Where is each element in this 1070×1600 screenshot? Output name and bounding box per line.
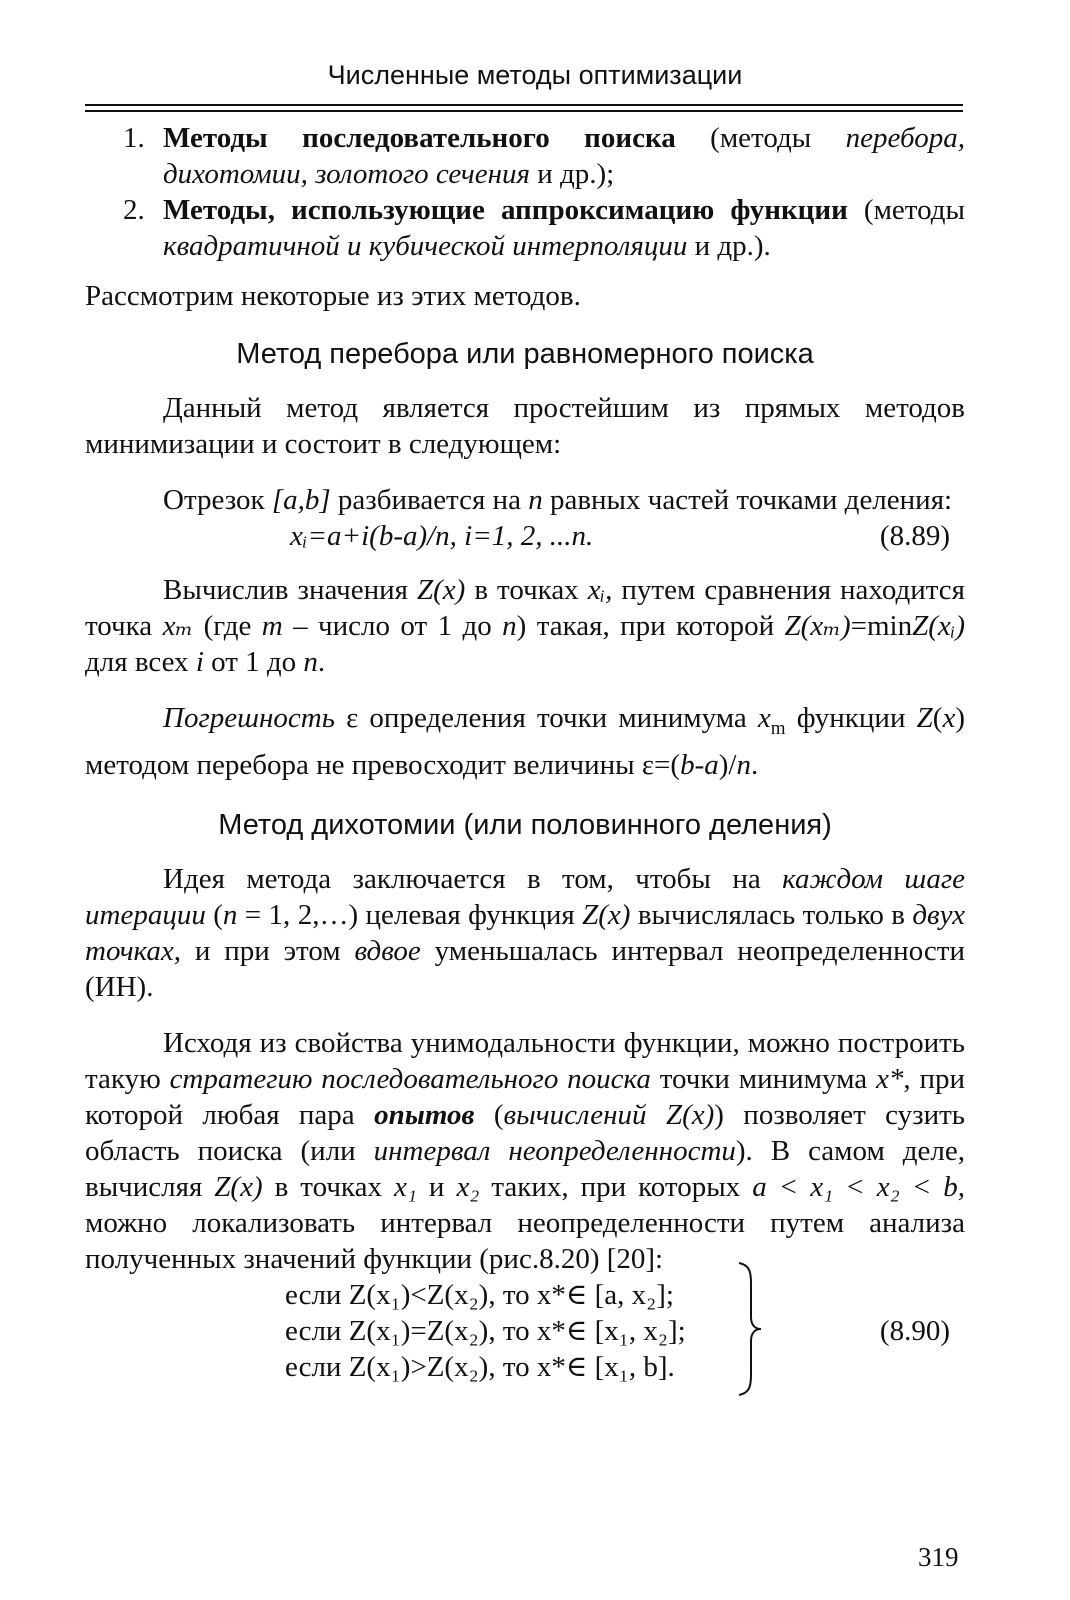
italic-run: Z(xₘ) bbox=[784, 610, 851, 642]
text-run: ). В самом деле, вычисляя bbox=[85, 1134, 966, 1203]
right-brace bbox=[735, 1259, 765, 1399]
text-run: – число от 1 до bbox=[282, 610, 503, 642]
intro-paragraph: Рассмотрим некоторые из этих методов. bbox=[85, 280, 581, 312]
equation-number: (8.90) bbox=[879, 1314, 950, 1347]
text-run: (методы bbox=[847, 194, 965, 226]
list-item-1 bbox=[85, 120, 965, 192]
italic-run: x bbox=[757, 702, 771, 734]
italic-run: b-a bbox=[680, 748, 719, 781]
italic-run: a < x₁ < x₂ < b, bbox=[752, 1170, 965, 1203]
text-run: . bbox=[317, 646, 326, 678]
list-item-2 bbox=[85, 192, 965, 264]
equation-number: (8.89) bbox=[879, 520, 950, 552]
section-heading-dichotomy: Метод дихотомии (или половинного деления) bbox=[218, 808, 832, 841]
text-run: можно локализовать интервал неопределенности путем анализа полученных значений функции (рис.8.20) [20]: bbox=[85, 1206, 965, 1275]
italic-run: x₂ bbox=[456, 1170, 480, 1203]
text-run: и bbox=[416, 1170, 457, 1203]
page-content bbox=[85, 120, 965, 1397]
text-run: ( bbox=[474, 1098, 504, 1131]
page-number: 319 bbox=[918, 1542, 959, 1572]
italic-run: каждом шаге итерации bbox=[85, 862, 965, 931]
formula-expression: xᵢ=a+i(b-a)/n, i=1, 2, ...n. bbox=[290, 520, 594, 552]
text-run: ( bbox=[205, 898, 223, 931]
text-run: вычислялась только в bbox=[630, 898, 913, 931]
text-run: и др.); bbox=[529, 158, 615, 190]
text-run: путем сравнения находится точка bbox=[85, 574, 965, 642]
text-run: функции bbox=[785, 702, 917, 734]
italic-run: вдвое bbox=[354, 934, 421, 967]
text-run: Идея метода заключается в том, чтобы на bbox=[163, 862, 783, 895]
italic-run: Z bbox=[916, 702, 933, 734]
italic-run: xᵢ, bbox=[587, 574, 613, 606]
italic-run: x bbox=[942, 702, 956, 734]
running-head: Численные методы оптимизации bbox=[327, 60, 743, 90]
text-run: в точках bbox=[465, 574, 588, 606]
italic-run: n bbox=[502, 610, 517, 642]
italic-run: квадратичной и кубической интерполяции bbox=[163, 230, 688, 262]
bold-italic-run: опытов bbox=[374, 1098, 475, 1131]
formula-8-90 bbox=[85, 1277, 965, 1397]
text-run: Отрезок bbox=[163, 484, 272, 516]
subscript: m bbox=[770, 717, 786, 739]
text-run: Исходя из свойства унимодальности функции, можно построить такую bbox=[85, 1026, 965, 1095]
text-run: и др.). bbox=[687, 230, 771, 262]
text-run: , при которой любая пара bbox=[85, 1062, 965, 1131]
text-run: ) позволяет сузить область поиска (или bbox=[85, 1098, 965, 1167]
header-rule-top bbox=[85, 104, 963, 106]
formula-8-89 bbox=[85, 518, 965, 556]
condition-line-3: если Z(x₁)>Z(x₂), то x*∈ [x₁, b]. bbox=[285, 1350, 675, 1383]
text-run: равных частей точками деления: bbox=[542, 484, 953, 516]
italic-run: Z(x) bbox=[214, 1170, 263, 1203]
italic-run: вычислений Z(x) bbox=[503, 1098, 715, 1131]
italic-run: x₁ bbox=[393, 1170, 417, 1203]
italic-run: n bbox=[303, 646, 318, 678]
paragraph bbox=[85, 1025, 965, 1277]
text-run: ε определения точки минимума bbox=[334, 702, 758, 734]
italic-run: Z(x) bbox=[582, 898, 631, 931]
text-run: для всех bbox=[85, 646, 196, 678]
list-item-bold: Методы последовательного поиска bbox=[163, 122, 676, 154]
text-run: ( bbox=[932, 702, 943, 734]
list-item-bold: Методы, использующие аппроксимацию функции bbox=[163, 194, 848, 226]
text-run: разбивается на bbox=[330, 484, 529, 516]
text-run: точки минимума bbox=[650, 1062, 876, 1095]
text-run: )/ bbox=[718, 748, 737, 781]
list-number: 2. bbox=[123, 194, 145, 226]
paragraph bbox=[85, 482, 965, 518]
paragraph: Данный метод является простейшим из прямых методов минимизации и состоит в следующем: bbox=[85, 392, 965, 460]
paragraph bbox=[85, 700, 965, 783]
text-run: (где bbox=[193, 610, 262, 642]
italic-run: m bbox=[261, 610, 283, 642]
text-run: ) такая, при которой bbox=[516, 610, 785, 642]
text-run: в точках bbox=[262, 1170, 394, 1203]
italic-run: [a,b] bbox=[271, 484, 331, 516]
condition-line-1: если Z(x₁)<Z(x₂), то x*∈ [a, x₂]; bbox=[285, 1278, 674, 1311]
header-rule-bottom bbox=[85, 110, 963, 112]
italic-run: Погрешность bbox=[163, 702, 335, 734]
text-run: = 1, 2,…) целевая функция bbox=[237, 898, 583, 931]
text-run: , и при этом bbox=[173, 934, 355, 967]
text-run: ) методом перебора не превосходит величины ε=( bbox=[85, 702, 965, 781]
text-run: таких, при которых bbox=[479, 1170, 753, 1203]
italic-run: n bbox=[736, 748, 751, 781]
section-heading-enumeration: Метод перебора или равномерного поиска bbox=[236, 338, 814, 370]
italic-run: xₘ bbox=[162, 610, 194, 642]
italic-run: стратегию последовательного поиска bbox=[169, 1062, 651, 1095]
italic-run: n bbox=[528, 484, 543, 516]
italic-run: интервал неопределенности bbox=[373, 1134, 736, 1167]
italic-run: двух точках bbox=[85, 898, 965, 967]
italic-run: перебора, дихотомии, золотого сечения bbox=[163, 122, 965, 190]
text-run: уменьшалась интервал неопределенности (ИН). bbox=[85, 934, 965, 1003]
text-run: . bbox=[750, 748, 759, 781]
list-number: 1. bbox=[123, 122, 145, 154]
paragraph bbox=[85, 861, 965, 1005]
text-run: (методы bbox=[675, 122, 846, 154]
italic-run: Z(xᵢ) bbox=[912, 610, 965, 642]
italic-run: Z(x) bbox=[417, 574, 466, 606]
italic-run: i bbox=[195, 646, 204, 678]
text-run: от 1 до bbox=[203, 646, 304, 678]
text-run: =min bbox=[850, 610, 913, 642]
italic-run: x* bbox=[876, 1062, 904, 1095]
text-run: Вычислив значения bbox=[163, 574, 418, 606]
condition-line-2: если Z(x₁)=Z(x₂), то x*∈ [x₁, x₂]; bbox=[285, 1314, 686, 1347]
paragraph bbox=[85, 572, 965, 680]
italic-run: n bbox=[222, 898, 238, 931]
